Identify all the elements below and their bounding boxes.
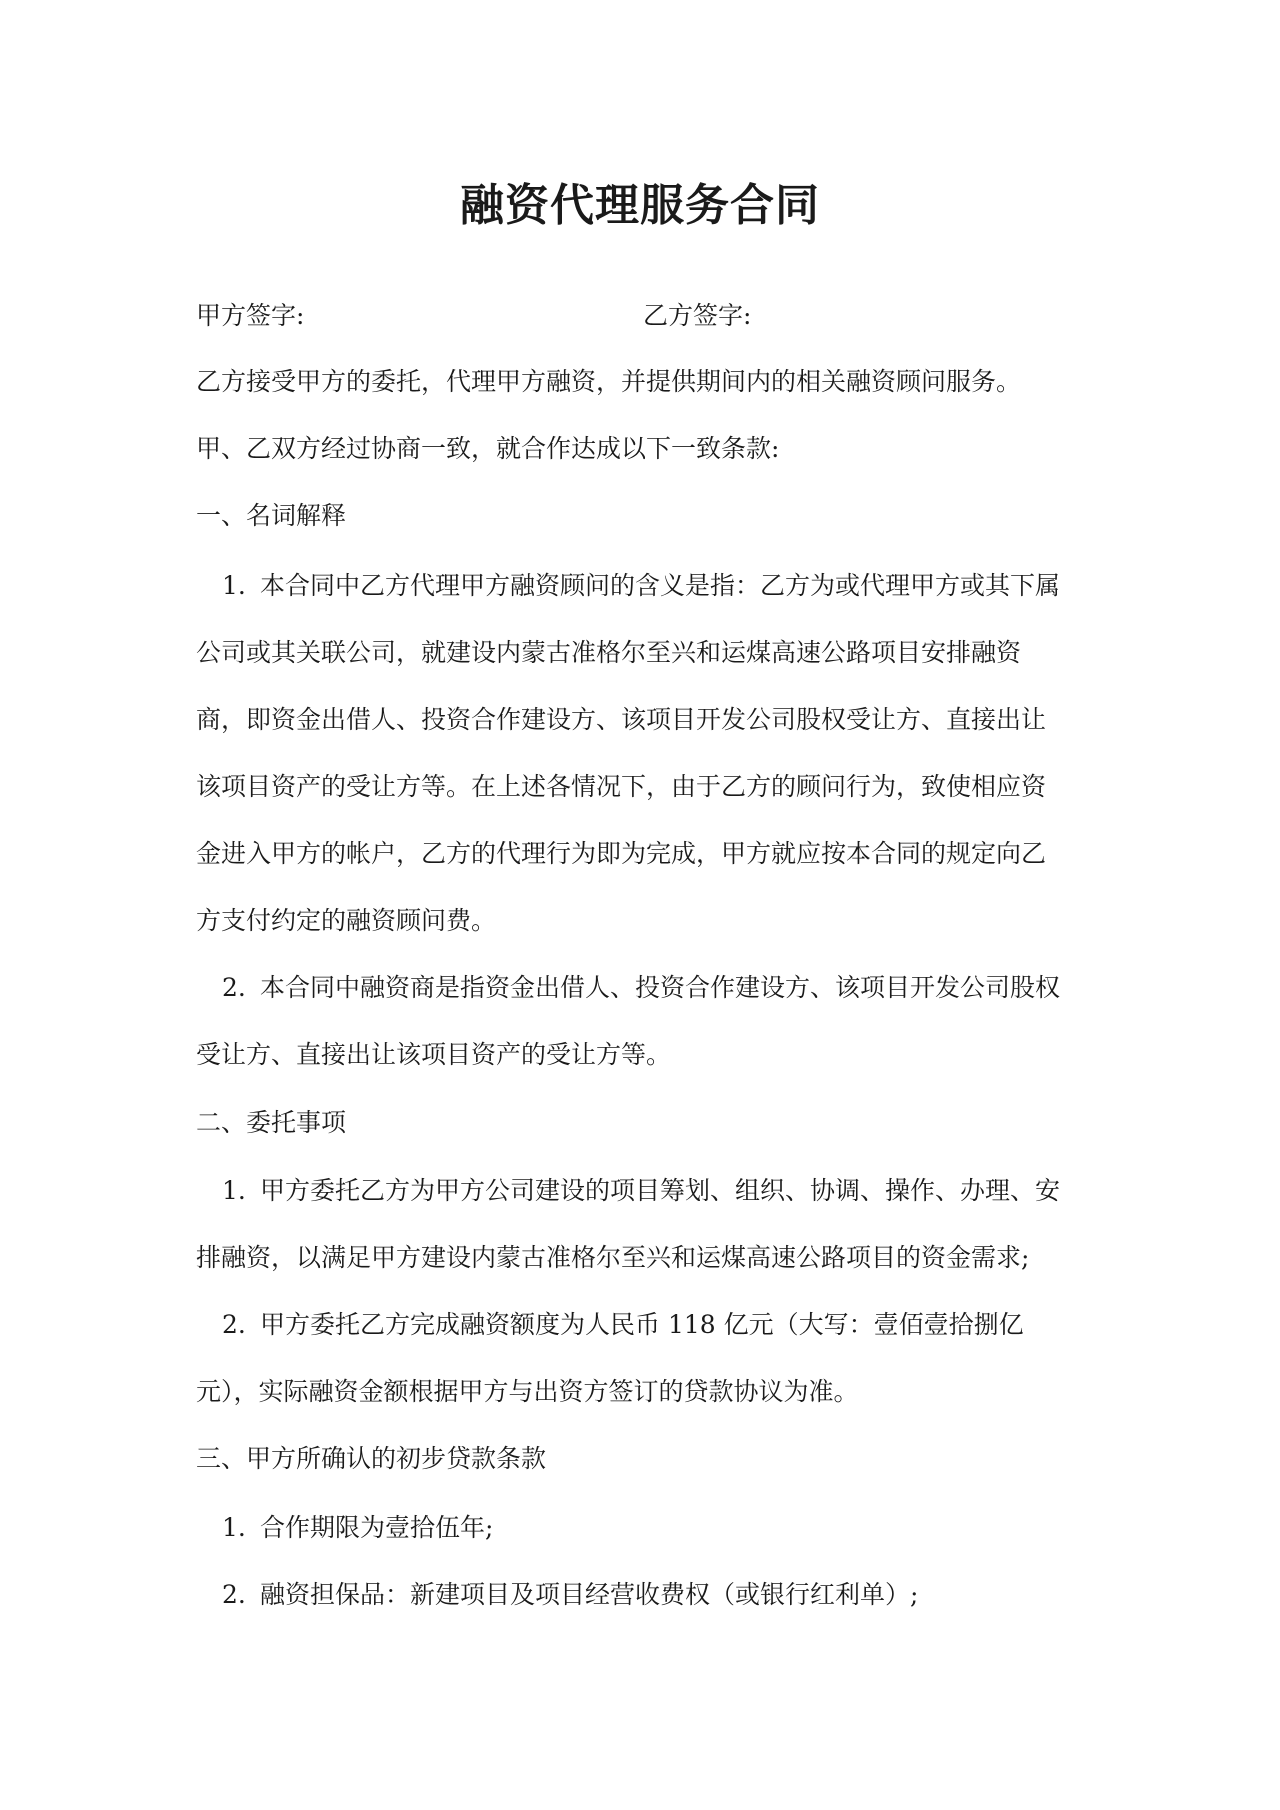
clause-line (222, 1577, 918, 1613)
party-b-signature-label: 乙方签字: (643, 301, 752, 330)
clause-line: 方支付约定的融资顾问费。 (196, 906, 497, 935)
clause-number: 1. (222, 1176, 246, 1205)
clause-line: 排融资，以满足甲方建设内蒙古准格尔至兴和运煤高速公路项目的资金需求; (196, 1243, 1030, 1272)
clause-line: 元），实际融资金额根据甲方与出资方签订的贷款协议为准。 (196, 1377, 859, 1406)
clause-line (222, 1510, 493, 1546)
clause-number: 2. (222, 1310, 246, 1339)
clause-line: 公司或其关联公司，就建设内蒙古准格尔至兴和运煤高速公路项目安排融资 (196, 638, 1022, 667)
clause-number: 2. (222, 1580, 246, 1609)
section-heading-definitions: 一、名词解释 (196, 501, 347, 530)
clause-text: 合作期限为壹拾伍年; (260, 1513, 494, 1542)
clause-line (222, 970, 1060, 1006)
clause-line: 该项目资产的受让方等。在上述各情况下，由于乙方的顾问行为，致使相应资 (196, 772, 1047, 801)
intro-paragraph-1: 乙方接受甲方的委托，代理甲方融资，并提供期间内的相关融资顾问服务。 (196, 367, 1022, 396)
clause-line (222, 568, 1060, 604)
clause-line (222, 1307, 1024, 1343)
clause-text: 甲方委托乙方为甲方公司建设的项目筹划、组织、协调、操作、办理、安 (260, 1176, 1061, 1205)
clause-line: 金进入甲方的帐户，乙方的代理行为即为完成，甲方就应按本合同的规定向乙 (196, 839, 1047, 868)
section-heading-entrustment: 二、委托事项 (196, 1108, 347, 1137)
clause-line (222, 1173, 1060, 1209)
clause-line: 受让方、直接出让该项目资产的受让方等。 (196, 1040, 672, 1069)
document-title: 融资代理服务合同 (460, 180, 820, 231)
clause-number: 2. (222, 973, 246, 1002)
clause-line: 商，即资金出借人、投资合作建设方、该项目开发公司股权受让方、直接出让 (196, 705, 1047, 734)
clause-text: 本合同中乙方代理甲方融资顾问的含义是指：乙方为或代理甲方或其下属 (260, 571, 1061, 600)
clause-number: 1. (222, 571, 246, 600)
clause-text: 本合同中融资商是指资金出借人、投资合作建设方、该项目开发公司股权 (260, 973, 1061, 1002)
section-heading-loan-terms: 三、甲方所确认的初步贷款条款 (196, 1444, 547, 1473)
clause-text: 甲方委托乙方完成融资额度为人民币 118 亿元（大写：壹佰壹拾捌亿 (260, 1310, 1024, 1339)
clause-text: 融资担保品：新建项目及项目经营收费权（或银行红利单）; (260, 1580, 919, 1609)
clause-number: 1. (222, 1513, 246, 1542)
party-a-signature-label: 甲方签字: (196, 301, 305, 330)
intro-paragraph-2: 甲、乙双方经过协商一致，就合作达成以下一致条款: (196, 434, 780, 463)
